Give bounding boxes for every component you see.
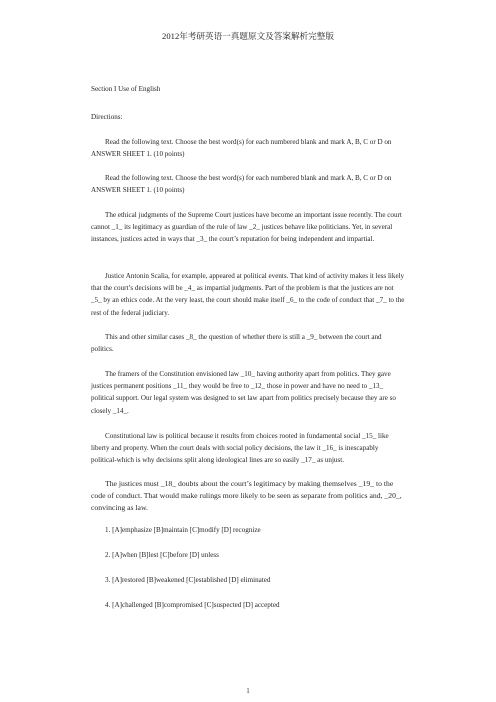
directions-paragraph-1: Read the following text. Choose the best word(s) for each numbered blank and mark A, B, C or D on ANSWER SHEET 1. (10 points) bbox=[91, 138, 392, 159]
passage-paragraph-5: Constitutional law is political because it results from choices rooted in fundamental social _15_ like liberty and property. When the court deals with social policy decisions, the law it _16_ is inescapably political-which is why decisions split along ideological lines are so easily _17_ as unjust. bbox=[91, 432, 389, 465]
question-options-4: 4. [A]challenged [B]compromised [C]suspected [D] accepted bbox=[105, 601, 280, 609]
question-options-1: 1. [A]emphasize [B]maintain [C]modify [D] recognize bbox=[105, 526, 261, 534]
passage-paragraph-3: This and other similar cases _8_ the question of whether there is still a _9_ between the court and politics. bbox=[91, 333, 382, 354]
section-heading: Section I Use of English bbox=[91, 85, 161, 93]
passage-paragraph-2: Justice Antonin Scalia, for example, appeared at political events. That kind of activity makes it less likely that the court’s decisions will be _4_ as impartial judgments. Part of the problem is that the justices are not _5_ by an ethics code. At the very least, the court should make itself _6_ to the code of conduct that _7_ to the rest of the federal judiciary. bbox=[91, 272, 405, 317]
page-title: 2012年考研英语一真题原文及答案解析完整版 bbox=[162, 31, 334, 41]
directions-label: Directions: bbox=[91, 113, 123, 121]
passage-paragraph-4: The framers of the Constitution envisioned law _10_ having authority apart from politics. They gave justices permanent positions _11_ they would be free to _12_ those in power and have no need to _13_ political support. Our legal system was designed to set law apart from politics precisely because they are so closely _14_. bbox=[91, 370, 396, 415]
question-options-2: 2. [A]when [B]lest [C]before [D] unless bbox=[105, 551, 219, 559]
passage-paragraph-6: The justices must _18_ doubts about the court’s legitimacy by making themselves _19_ to the code of conduct. That would make rulings more likely to be seen as separate from politics and, _20_, convincing as law. bbox=[91, 479, 402, 513]
question-options-3: 3. [A]restored [B]weakened [C]established [D] eliminated bbox=[105, 576, 271, 584]
passage-paragraph-1: The ethical judgments of the Supreme Court justices have become an important issue recently. The court cannot _1_ its legitimacy as guardian of the rule of law _2_ justices behave like politicians. Yet, in several instances, justices acted in ways that _3_ the court’s reputation for being independent and impartial. bbox=[91, 211, 402, 244]
directions-paragraph-2: Read the following text. Choose the best word(s) for each numbered blank and mark A, B, C or D on ANSWER SHEET 1. (10 points) bbox=[91, 174, 392, 195]
page-number: 1 bbox=[246, 687, 250, 695]
